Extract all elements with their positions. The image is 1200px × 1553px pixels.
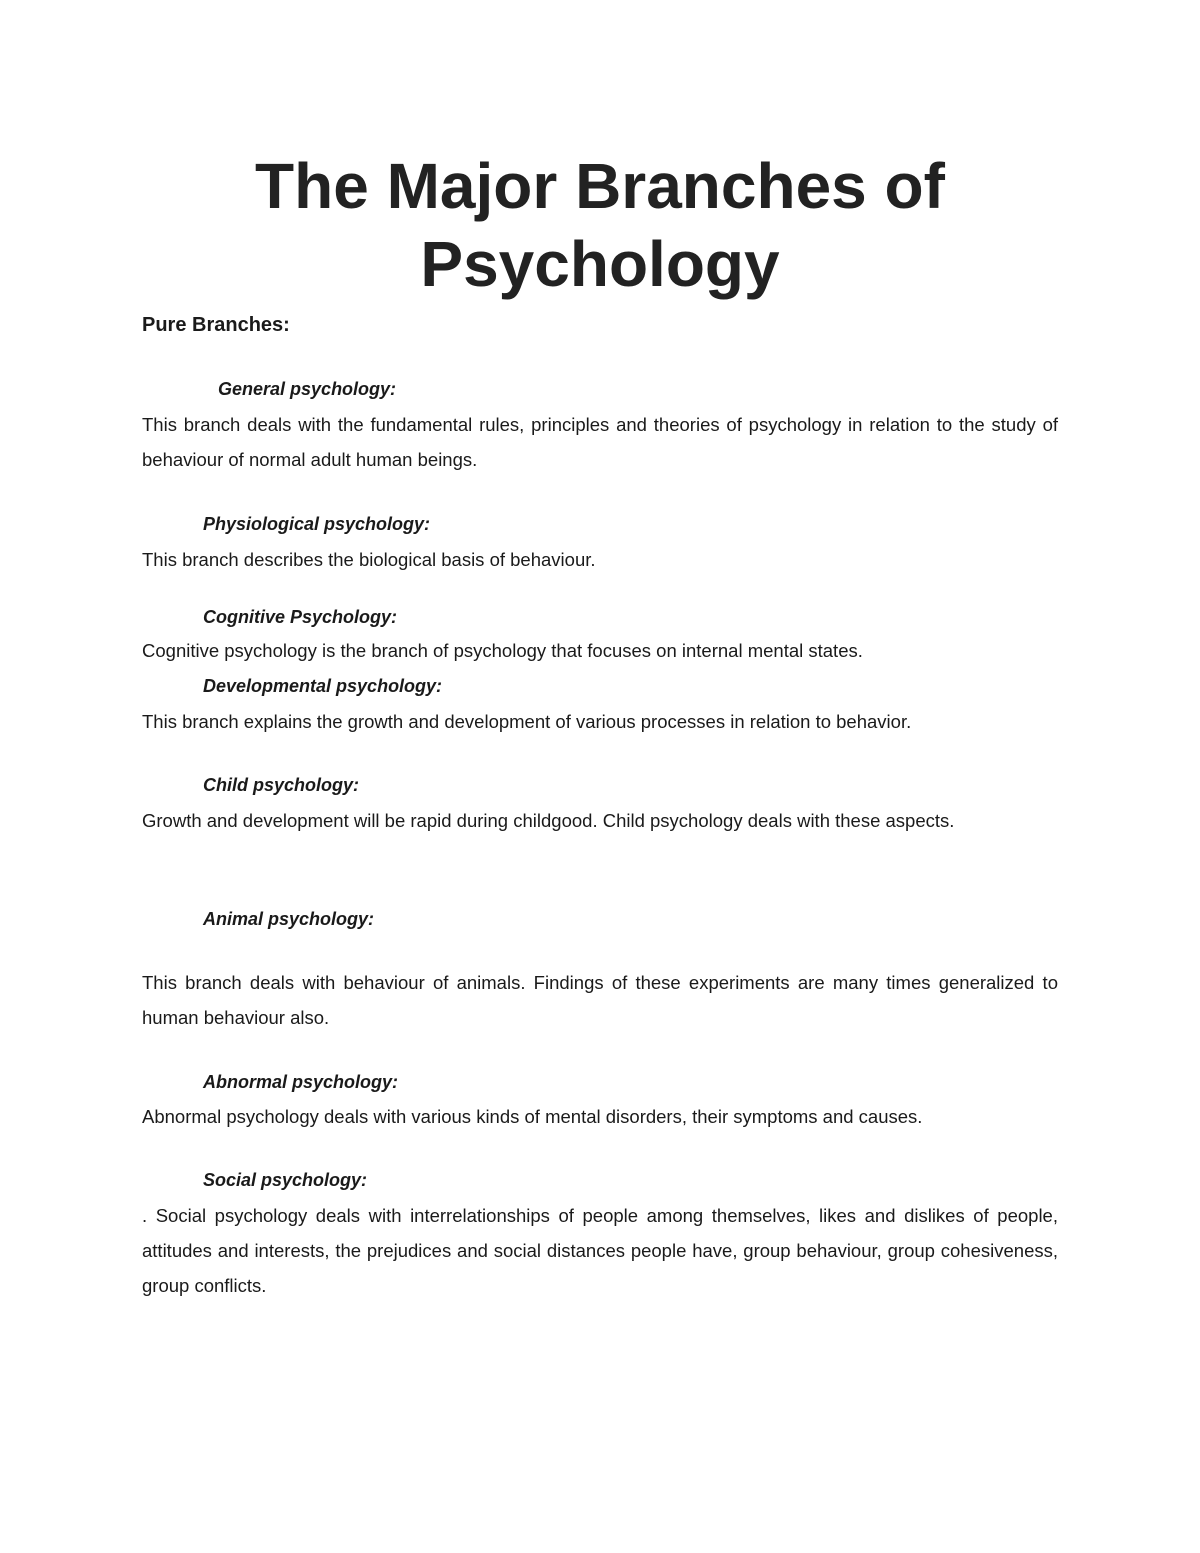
title-line-2: Psychology <box>420 228 780 300</box>
branch-heading-child: Child psychology: <box>203 775 360 795</box>
branch-text-child: Growth and development will be rapid during childgood. Child psychology deals with these aspects. <box>142 810 955 831</box>
branch-text-abnormal: Abnormal psychology deals with various kinds of mental disorders, their symptoms and causes. <box>142 1106 923 1127</box>
branch-text-general: This branch deals with the fundamental rules, principles and theories of psychology in relation to the study of behaviour of normal adult human beings. <box>142 414 1058 470</box>
branch-heading-social: Social psychology: <box>203 1170 368 1190</box>
branch-text-cognitive: Cognitive psychology is the branch of psychology that focuses on internal mental states. <box>142 640 863 661</box>
branch-heading-abnormal: Abnormal psychology: <box>203 1072 399 1092</box>
title-line-1: The Major Branches of <box>255 150 945 222</box>
branch-heading-animal: Animal psychology: <box>203 909 375 929</box>
branch-text-developmental: This branch explains the growth and development of various processes in relation to behavior. <box>142 711 912 732</box>
branch-text-animal: This branch deals with behaviour of animals. Findings of these experiments are many times generalized to human behaviour also. <box>142 972 1058 1028</box>
branch-text-social: . Social psychology deals with interrelationships of people among themselves, likes and dislikes of people, attitudes and interests, the prejudices and social distances people have, group behaviour, group cohesiveness, group conflicts. <box>142 1205 1058 1296</box>
branch-heading-general: General psychology: <box>218 379 397 399</box>
branch-heading-developmental: Developmental psychology: <box>203 676 443 696</box>
branch-text-physiological: This branch describes the biological basis of behaviour. <box>142 549 596 570</box>
branch-heading-physiological: Physiological psychology: <box>203 514 431 534</box>
document-title <box>142 147 1058 303</box>
section-heading: Pure Branches: <box>142 314 290 336</box>
branch-heading-cognitive: Cognitive Psychology: <box>203 607 398 627</box>
